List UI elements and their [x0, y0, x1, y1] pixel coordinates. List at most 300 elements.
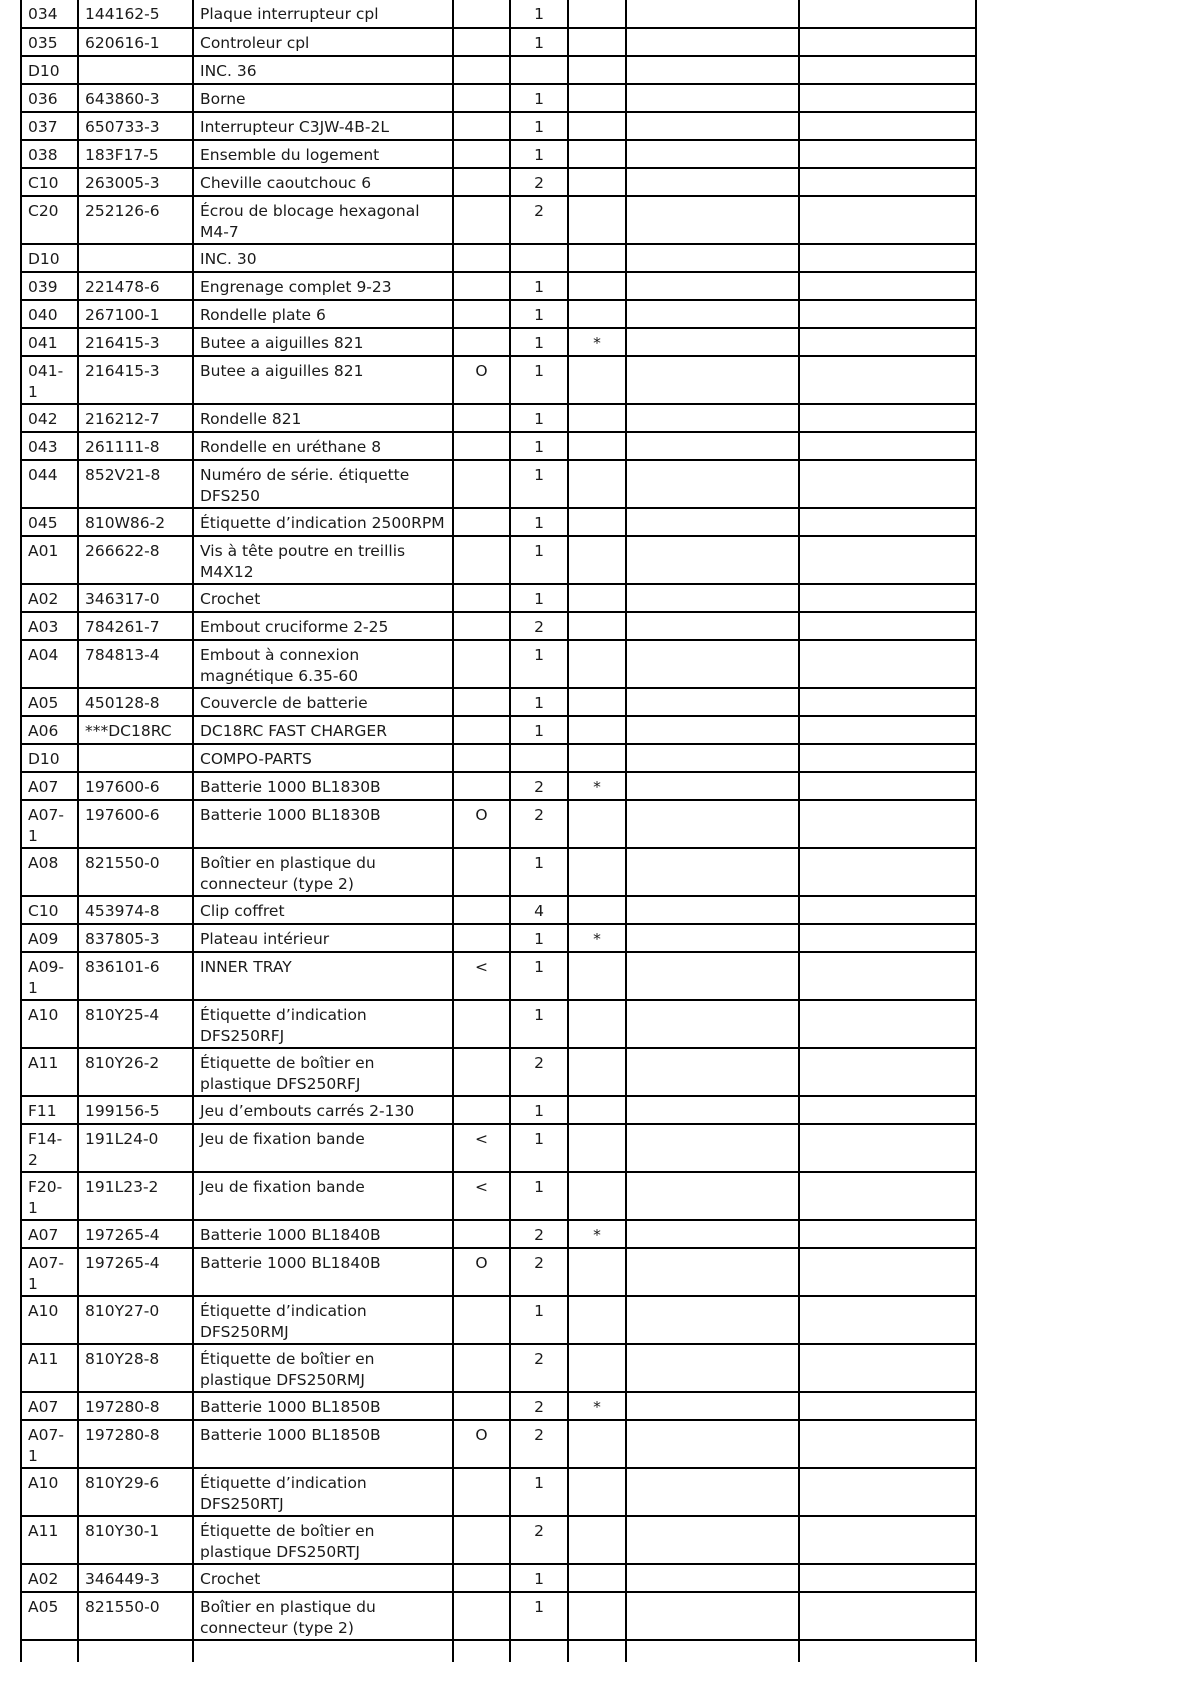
empty-cell — [799, 612, 976, 640]
ref-cell: A01 — [21, 536, 78, 584]
description-cell: Écrou de blocage hexagonal M4-7 — [193, 196, 453, 244]
description-cell: Numéro de série. étiquette DFS250 — [193, 460, 453, 508]
flag-cell — [568, 1172, 626, 1220]
ref-cell: A09 — [21, 924, 78, 952]
table-row — [21, 244, 976, 272]
quantity-cell: 1 — [510, 508, 568, 536]
empty-cell — [799, 1296, 976, 1344]
table-row — [21, 536, 976, 584]
quantity-cell: 2 — [510, 1392, 568, 1420]
quantity-cell: 1 — [510, 1000, 568, 1048]
flag-cell — [568, 196, 626, 244]
empty-cell — [799, 432, 976, 460]
part-number-cell: 346317-0 — [78, 584, 193, 612]
ref-cell: A10 — [21, 1000, 78, 1048]
note-cell — [453, 1592, 510, 1640]
empty-cell — [626, 272, 799, 300]
empty-cell — [626, 1000, 799, 1048]
empty-cell — [626, 1172, 799, 1220]
table-row — [21, 612, 976, 640]
quantity-cell: 1 — [510, 328, 568, 356]
ref-cell: 036 — [21, 84, 78, 112]
description-cell: Batterie 1000 BL1850B — [193, 1392, 453, 1420]
empty-cell — [626, 84, 799, 112]
empty-cell — [626, 432, 799, 460]
part-number-cell: 810Y30-1 — [78, 1516, 193, 1564]
description-cell: Plaque interrupteur cpl — [193, 0, 453, 28]
parts-table-body — [21, 0, 976, 1662]
part-number-cell: 836101-6 — [78, 952, 193, 1000]
table-row — [21, 1124, 976, 1172]
table-row — [21, 1468, 976, 1516]
description-cell: COMPO-PARTS — [193, 744, 453, 772]
flag-cell — [568, 688, 626, 716]
flag-cell — [568, 848, 626, 896]
empty-cell — [626, 1392, 799, 1420]
note-cell — [453, 460, 510, 508]
ref-cell: 044 — [21, 460, 78, 508]
ref-cell: A05 — [21, 688, 78, 716]
description-cell: Vis à tête poutre en treillis M4X12 — [193, 536, 453, 584]
description-cell: Interrupteur C3JW-4B-2L — [193, 112, 453, 140]
flag-cell — [568, 356, 626, 404]
empty-cell — [799, 896, 976, 924]
part-number-cell: 810Y25-4 — [78, 1000, 193, 1048]
flag-cell — [568, 28, 626, 56]
flag-cell — [568, 1468, 626, 1516]
quantity-cell — [510, 244, 568, 272]
ref-cell: 039 — [21, 272, 78, 300]
empty-cell — [78, 1640, 193, 1662]
ref-cell: C10 — [21, 896, 78, 924]
empty-cell — [799, 1096, 976, 1124]
flag-cell — [568, 952, 626, 1000]
empty-cell — [799, 56, 976, 84]
table-row — [21, 1172, 976, 1220]
part-number-cell: 191L24-0 — [78, 1124, 193, 1172]
flag-cell — [568, 272, 626, 300]
quantity-cell: 1 — [510, 300, 568, 328]
part-number-cell: 197600-6 — [78, 772, 193, 800]
empty-cell — [799, 1220, 976, 1248]
empty-cell — [626, 140, 799, 168]
table-row — [21, 772, 976, 800]
note-cell — [453, 300, 510, 328]
quantity-cell: 2 — [510, 612, 568, 640]
description-cell: Batterie 1000 BL1830B — [193, 800, 453, 848]
table-row — [21, 688, 976, 716]
note-cell: < — [453, 1124, 510, 1172]
empty-cell — [568, 1640, 626, 1662]
description-cell: Étiquette de boîtier en plastique DFS250RMJ — [193, 1344, 453, 1392]
note-cell: O — [453, 1248, 510, 1296]
ref-cell: A11 — [21, 1516, 78, 1564]
part-number-cell: ***DC18RC — [78, 716, 193, 744]
part-number-cell: 810Y26-2 — [78, 1048, 193, 1096]
note-cell — [453, 716, 510, 744]
empty-cell — [799, 800, 976, 848]
quantity-cell: 2 — [510, 772, 568, 800]
parts-table — [20, 0, 977, 1662]
quantity-cell: 1 — [510, 640, 568, 688]
quantity-cell: 1 — [510, 0, 568, 28]
note-cell — [453, 848, 510, 896]
flag-cell — [568, 460, 626, 508]
part-number-cell: 346449-3 — [78, 1564, 193, 1592]
description-cell: Rondelle 821 — [193, 404, 453, 432]
table-row — [21, 1392, 976, 1420]
part-number-cell: 620616-1 — [78, 28, 193, 56]
ref-cell: D10 — [21, 244, 78, 272]
empty-cell — [626, 896, 799, 924]
description-cell: Rondelle en uréthane 8 — [193, 432, 453, 460]
note-cell — [453, 744, 510, 772]
empty-cell — [626, 196, 799, 244]
ref-cell: F14-2 — [21, 1124, 78, 1172]
empty-cell — [626, 1296, 799, 1344]
flag-cell: * — [568, 772, 626, 800]
flag-cell — [568, 584, 626, 612]
note-cell — [453, 508, 510, 536]
empty-cell — [626, 952, 799, 1000]
note-cell: O — [453, 800, 510, 848]
note-cell — [453, 168, 510, 196]
flag-cell — [568, 1564, 626, 1592]
part-number-cell: 643860-3 — [78, 84, 193, 112]
table-row — [21, 952, 976, 1000]
quantity-cell: 2 — [510, 1344, 568, 1392]
empty-cell — [799, 1420, 976, 1468]
part-number-cell — [78, 244, 193, 272]
quantity-cell: 1 — [510, 272, 568, 300]
part-number-cell: 216415-3 — [78, 356, 193, 404]
description-cell: INNER TRAY — [193, 952, 453, 1000]
empty-cell — [799, 640, 976, 688]
empty-cell — [799, 0, 976, 28]
ref-cell: A07 — [21, 772, 78, 800]
table-row — [21, 1048, 976, 1096]
flag-cell: * — [568, 924, 626, 952]
empty-cell — [799, 584, 976, 612]
table-row-continuation — [21, 1640, 976, 1662]
description-cell: Plateau intérieur — [193, 924, 453, 952]
empty-cell — [626, 356, 799, 404]
empty-cell — [626, 1640, 799, 1662]
note-cell — [453, 924, 510, 952]
empty-cell — [799, 924, 976, 952]
table-row — [21, 28, 976, 56]
part-number-cell: 650733-3 — [78, 112, 193, 140]
note-cell — [453, 772, 510, 800]
empty-cell — [626, 1124, 799, 1172]
ref-cell: A06 — [21, 716, 78, 744]
note-cell — [453, 196, 510, 244]
ref-cell: 042 — [21, 404, 78, 432]
empty-cell — [799, 28, 976, 56]
empty-cell — [799, 1124, 976, 1172]
empty-cell — [626, 1248, 799, 1296]
table-row — [21, 0, 976, 28]
note-cell — [453, 244, 510, 272]
description-cell: Butee a aiguilles 821 — [193, 328, 453, 356]
ref-cell: A07 — [21, 1392, 78, 1420]
empty-cell — [799, 1564, 976, 1592]
table-row — [21, 328, 976, 356]
note-cell — [453, 328, 510, 356]
quantity-cell: 1 — [510, 28, 568, 56]
empty-cell — [799, 1516, 976, 1564]
table-row — [21, 56, 976, 84]
part-number-cell: 450128-8 — [78, 688, 193, 716]
empty-cell — [626, 1048, 799, 1096]
flag-cell — [568, 1344, 626, 1392]
description-cell: Étiquette de boîtier en plastique DFS250RTJ — [193, 1516, 453, 1564]
description-cell: Controleur cpl — [193, 28, 453, 56]
flag-cell: * — [568, 1220, 626, 1248]
part-number-cell: 197600-6 — [78, 800, 193, 848]
empty-cell — [453, 1640, 510, 1662]
description-cell: Crochet — [193, 584, 453, 612]
empty-cell — [626, 612, 799, 640]
quantity-cell — [510, 56, 568, 84]
quantity-cell: 2 — [510, 1516, 568, 1564]
ref-cell: D10 — [21, 744, 78, 772]
description-cell: Embout cruciforme 2-25 — [193, 612, 453, 640]
note-cell — [453, 404, 510, 432]
table-row — [21, 460, 976, 508]
empty-cell — [799, 1592, 976, 1640]
ref-cell: 037 — [21, 112, 78, 140]
quantity-cell: 1 — [510, 140, 568, 168]
ref-cell: F11 — [21, 1096, 78, 1124]
table-row — [21, 1564, 976, 1592]
empty-cell — [799, 404, 976, 432]
table-row — [21, 584, 976, 612]
empty-cell — [626, 508, 799, 536]
empty-cell — [626, 460, 799, 508]
quantity-cell: 1 — [510, 952, 568, 1000]
quantity-cell: 1 — [510, 1172, 568, 1220]
part-number-cell: 810W86-2 — [78, 508, 193, 536]
quantity-cell: 4 — [510, 896, 568, 924]
note-cell — [453, 56, 510, 84]
ref-cell: A02 — [21, 1564, 78, 1592]
quantity-cell — [510, 744, 568, 772]
table-row — [21, 112, 976, 140]
flag-cell — [568, 56, 626, 84]
description-cell: Engrenage complet 9-23 — [193, 272, 453, 300]
table-row — [21, 168, 976, 196]
description-cell: Étiquette d’indication 2500RPM — [193, 508, 453, 536]
part-number-cell: 221478-6 — [78, 272, 193, 300]
flag-cell — [568, 244, 626, 272]
part-number-cell: 263005-3 — [78, 168, 193, 196]
note-cell — [453, 112, 510, 140]
empty-cell — [799, 244, 976, 272]
note-cell: O — [453, 356, 510, 404]
note-cell — [453, 0, 510, 28]
ref-cell: F20-1 — [21, 1172, 78, 1220]
table-row — [21, 1344, 976, 1392]
flag-cell — [568, 744, 626, 772]
part-number-cell: 197280-8 — [78, 1392, 193, 1420]
table-row — [21, 140, 976, 168]
empty-cell — [799, 272, 976, 300]
part-number-cell: 197265-4 — [78, 1248, 193, 1296]
empty-cell — [626, 168, 799, 196]
quantity-cell: 1 — [510, 716, 568, 744]
quantity-cell: 2 — [510, 196, 568, 244]
table-row — [21, 84, 976, 112]
table-row — [21, 1000, 976, 1048]
part-number-cell: 810Y27-0 — [78, 1296, 193, 1344]
empty-cell — [799, 328, 976, 356]
quantity-cell: 1 — [510, 1096, 568, 1124]
part-number-cell: 821550-0 — [78, 848, 193, 896]
empty-cell — [510, 1640, 568, 1662]
ref-cell: 034 — [21, 0, 78, 28]
empty-cell — [799, 460, 976, 508]
empty-cell — [799, 1344, 976, 1392]
note-cell — [453, 1048, 510, 1096]
empty-cell — [626, 1344, 799, 1392]
quantity-cell: 1 — [510, 848, 568, 896]
quantity-cell: 1 — [510, 688, 568, 716]
description-cell: Étiquette d’indication DFS250RFJ — [193, 1000, 453, 1048]
empty-cell — [21, 1640, 78, 1662]
empty-cell — [799, 1468, 976, 1516]
quantity-cell: 1 — [510, 536, 568, 584]
empty-cell — [626, 924, 799, 952]
empty-cell — [626, 584, 799, 612]
flag-cell — [568, 432, 626, 460]
empty-cell — [799, 196, 976, 244]
note-cell — [453, 1468, 510, 1516]
empty-cell — [626, 800, 799, 848]
ref-cell: 041 — [21, 328, 78, 356]
description-cell: INC. 30 — [193, 244, 453, 272]
empty-cell — [626, 744, 799, 772]
part-number-cell — [78, 744, 193, 772]
table-row — [21, 196, 976, 244]
empty-cell — [799, 356, 976, 404]
description-cell: Jeu de fixation bande — [193, 1124, 453, 1172]
description-cell: Boîtier en plastique du connecteur (type 2) — [193, 1592, 453, 1640]
flag-cell — [568, 0, 626, 28]
ref-cell: A10 — [21, 1296, 78, 1344]
ref-cell: A10 — [21, 1468, 78, 1516]
part-number-cell: 821550-0 — [78, 1592, 193, 1640]
quantity-cell: 2 — [510, 1048, 568, 1096]
part-number-cell: 810Y29-6 — [78, 1468, 193, 1516]
description-cell: Étiquette d’indication DFS250RTJ — [193, 1468, 453, 1516]
flag-cell — [568, 1420, 626, 1468]
description-cell: Batterie 1000 BL1830B — [193, 772, 453, 800]
empty-cell — [799, 508, 976, 536]
note-cell — [453, 1564, 510, 1592]
empty-cell — [799, 84, 976, 112]
flag-cell — [568, 300, 626, 328]
table-row — [21, 1248, 976, 1296]
flag-cell: * — [568, 1392, 626, 1420]
flag-cell — [568, 536, 626, 584]
empty-cell — [799, 112, 976, 140]
note-cell — [453, 28, 510, 56]
description-cell: Batterie 1000 BL1840B — [193, 1248, 453, 1296]
empty-cell — [626, 112, 799, 140]
table-row — [21, 924, 976, 952]
ref-cell: 045 — [21, 508, 78, 536]
part-number-cell: 453974-8 — [78, 896, 193, 924]
ref-cell: A08 — [21, 848, 78, 896]
quantity-cell: 1 — [510, 356, 568, 404]
ref-cell: A04 — [21, 640, 78, 688]
ref-cell: A11 — [21, 1344, 78, 1392]
empty-cell — [626, 328, 799, 356]
description-cell: Batterie 1000 BL1850B — [193, 1420, 453, 1468]
part-number-cell: 837805-3 — [78, 924, 193, 952]
quantity-cell: 1 — [510, 1564, 568, 1592]
part-number-cell: 191L23-2 — [78, 1172, 193, 1220]
flag-cell — [568, 168, 626, 196]
flag-cell — [568, 896, 626, 924]
table-row — [21, 640, 976, 688]
flag-cell — [568, 1096, 626, 1124]
flag-cell — [568, 112, 626, 140]
note-cell — [453, 1220, 510, 1248]
part-number-cell: 252126-6 — [78, 196, 193, 244]
note-cell — [453, 1000, 510, 1048]
table-row — [21, 896, 976, 924]
empty-cell — [626, 1096, 799, 1124]
description-cell: Clip coffret — [193, 896, 453, 924]
table-row — [21, 1220, 976, 1248]
description-cell: Rondelle plate 6 — [193, 300, 453, 328]
note-cell — [453, 1344, 510, 1392]
quantity-cell: 1 — [510, 584, 568, 612]
flag-cell — [568, 140, 626, 168]
quantity-cell: 1 — [510, 1124, 568, 1172]
empty-cell — [626, 0, 799, 28]
note-cell — [453, 640, 510, 688]
flag-cell — [568, 1000, 626, 1048]
quantity-cell: 2 — [510, 800, 568, 848]
ref-cell: A07-1 — [21, 800, 78, 848]
description-cell: INC. 36 — [193, 56, 453, 84]
ref-cell: A07 — [21, 1220, 78, 1248]
empty-cell — [626, 772, 799, 800]
quantity-cell: 1 — [510, 1296, 568, 1344]
empty-cell — [626, 1420, 799, 1468]
empty-cell — [799, 1640, 976, 1662]
empty-cell — [626, 536, 799, 584]
table-row — [21, 404, 976, 432]
ref-cell: A11 — [21, 1048, 78, 1096]
description-cell: DC18RC FAST CHARGER — [193, 716, 453, 744]
note-cell — [453, 84, 510, 112]
ref-cell: A09-1 — [21, 952, 78, 1000]
ref-cell: C10 — [21, 168, 78, 196]
note-cell — [453, 1296, 510, 1344]
note-cell — [453, 1392, 510, 1420]
empty-cell — [626, 1592, 799, 1640]
part-number-cell: 183F17-5 — [78, 140, 193, 168]
table-row — [21, 1592, 976, 1640]
empty-cell — [626, 1564, 799, 1592]
part-number-cell — [78, 56, 193, 84]
empty-cell — [193, 1640, 453, 1662]
table-row — [21, 1096, 976, 1124]
